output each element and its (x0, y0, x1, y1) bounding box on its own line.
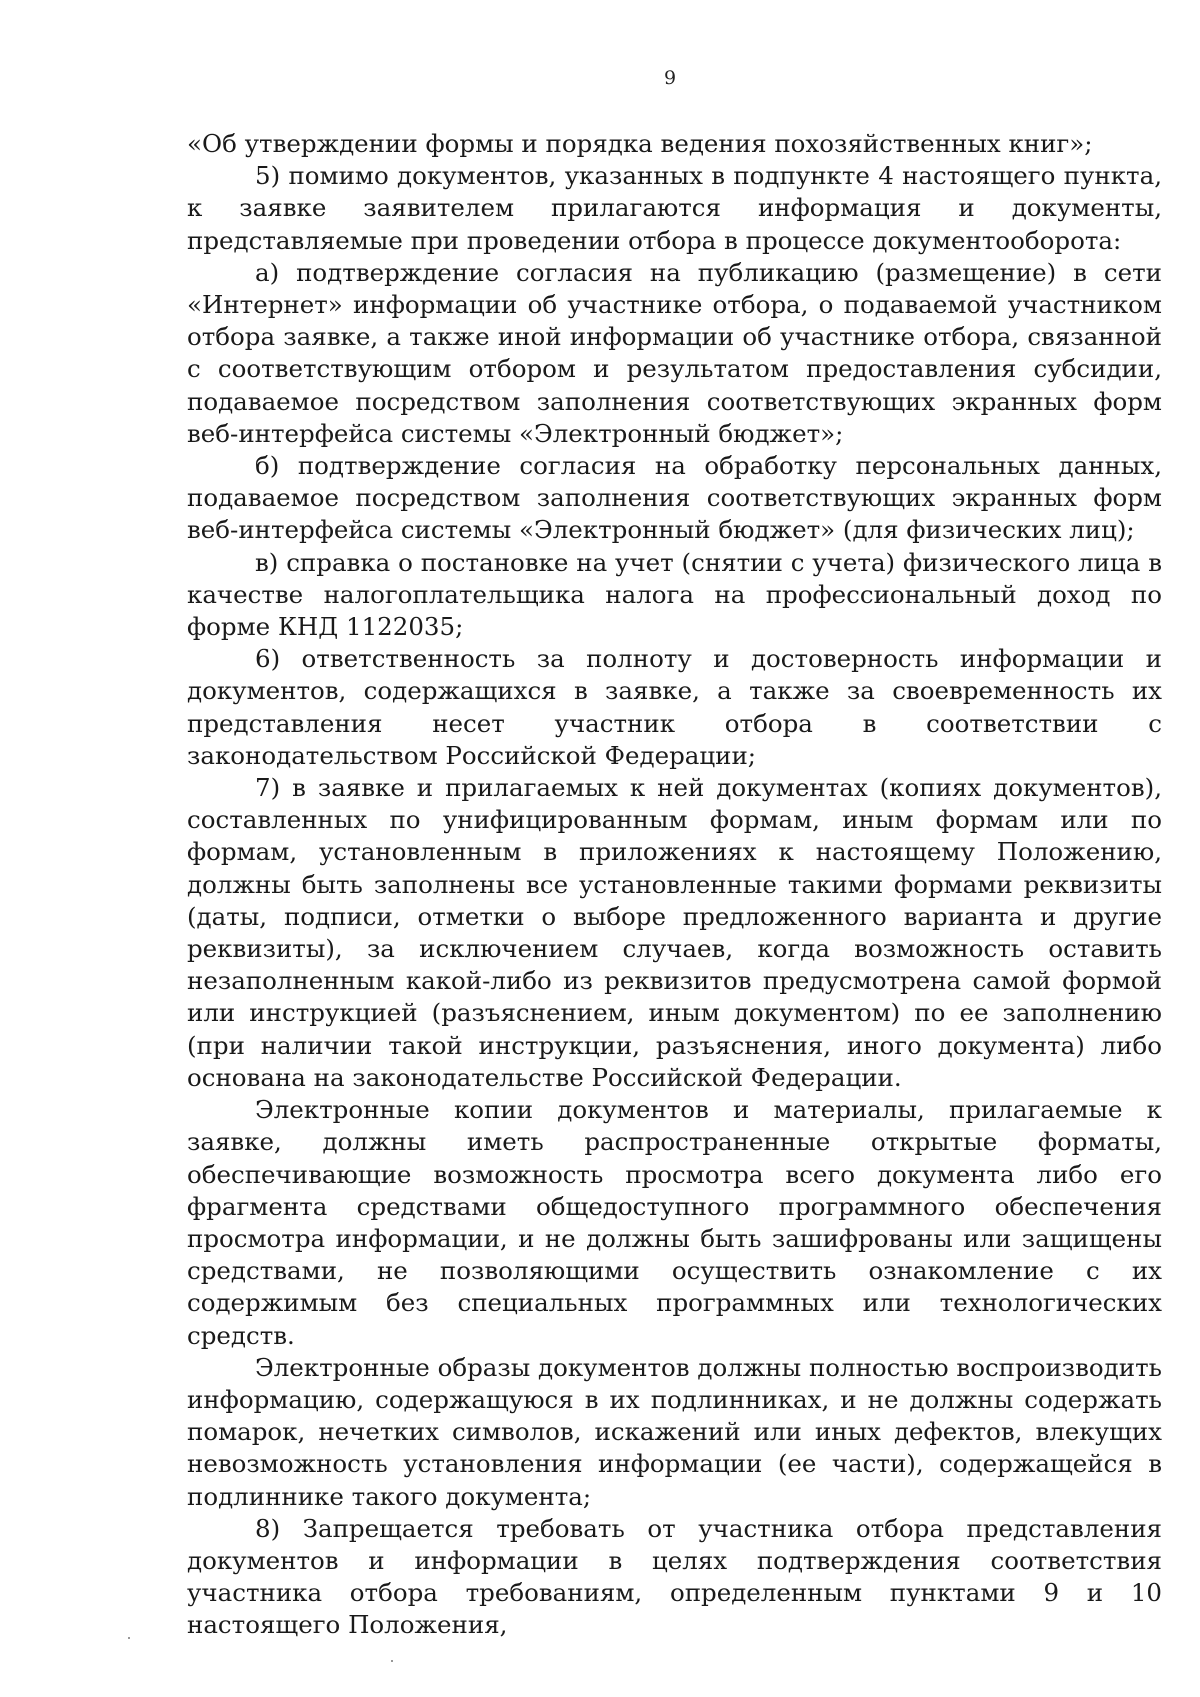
paragraph-subitem-a: а) подтверждение согласия на публикацию (размещение) в сети «Интернет» информации об участнике отбора, о подаваемой участником отбора заявке, а также иной информации об участнике отбора, связанной с соответствующим отбором и результатом предоставления субсидии, подаваемое посредством заполнения соответствующих экранных форм веб-интерфейса системы «Электронный бюджет»; (187, 257, 1162, 448)
paragraph-item-8: 8) Запрещается требовать от участника отбора представления документов и информации в целях подтверждения соответствия участника отбора требованиям, определенным пунктами 9 и 10 настоящего Положения, (187, 1513, 1162, 1640)
scan-artifact-dot (128, 1637, 130, 1639)
document-body (187, 128, 1162, 1642)
paragraph-item-5: 5) помимо документов, указанных в подпункте 4 настоящего пункта, к заявке заявителем прилагаются информация и документы, представляемые при проведении отбора в процессе документооборота: (187, 161, 1162, 255)
paragraph-electronic-images: Электронные образы документов должны полностью воспроизводить информацию, содержащуюся в их подлинниках, и не должны содержать помарок, нечетких символов, искажений или иных дефектов, влекущих невозможность установления информации (ее части), содержащейся в подлиннике такого документа; (187, 1352, 1162, 1511)
paragraph-item-6: 6) ответственность за полноту и достоверность информации и документов, содержащихся в заявке, а также за своевременность их представления несет участник отбора в соответствии с законодательством Российской Федерации; (187, 644, 1162, 770)
scan-artifact-dot (391, 1660, 393, 1662)
paragraph-item-7: 7) в заявке и прилагаемых к ней документах (копиях документов), составленных по унифицированным формам, иным формам или по формам, установленным в приложениях к настоящему Положению, должны быть заполнены все установленные такими формами реквизиты (даты, подписи, отметки о выборе предложенного варианта и другие реквизиты), за исключением случаев, когда возможность оставить незаполненным какой-либо из реквизитов предусмотрена самой формой или инструкцией (разъяснением, иным документом) по ее заполнению (при наличии такой инструкции, разъяснения, иного документа) либо основана на законодательстве Российской Федерации. (187, 773, 1162, 1092)
paragraph-subitem-v: в) справка о постановке на учет (снятии с учета) физического лица в качестве налогоплательщика налога на профессиональный доход по форме КНД 1122035; (187, 547, 1162, 642)
paragraph-continuation: «Об утверждении формы и порядка ведения похозяйственных книг»; (187, 129, 1093, 158)
paragraph-electronic-copies: Электронные копии документов и материалы, прилагаемые к заявке, должны иметь распространенные открытые форматы, обеспечивающие возможность просмотра всего документа либо его фрагмента средствами общедоступного программного обеспечения просмотра информации, и не должны быть зашифрованы или защищены средствами, не позволяющими осуществить ознакомление с их содержимым без специальных программных или технологических средств. (187, 1095, 1162, 1350)
paragraph-subitem-b: б) подтверждение согласия на обработку персональных данных, подаваемое посредством заполнения соответствующих экранных форм веб-интерфейса системы «Электронный бюджет» (для физических лиц); (187, 451, 1162, 545)
page-number: 9 (663, 67, 677, 89)
